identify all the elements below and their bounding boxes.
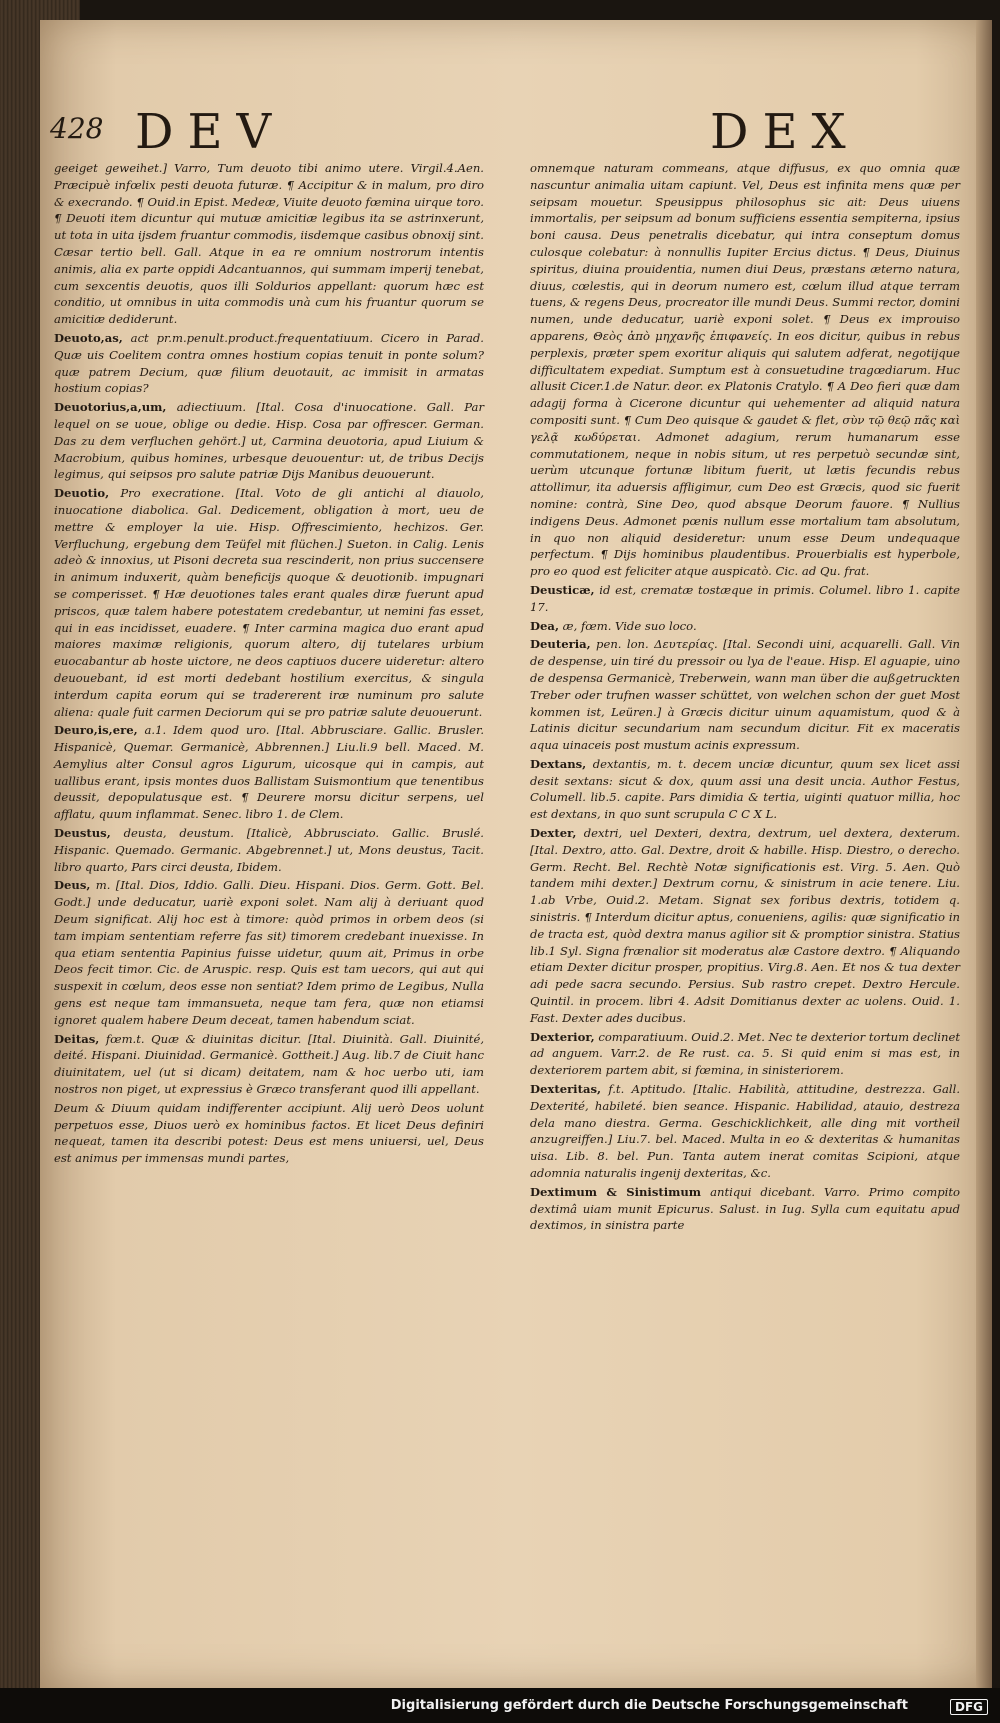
entry-text: deusta, deustum. [Italicè, Abbrusciato. Gallic. Bruslé. Hispanic. Quemado. Germanic. Abgebrennet.] ut, Mons deustus, Tacit. libro quarto, Pars circi deusta, Ibidem.	[54, 826, 484, 874]
entry-lemma: Dexter,	[530, 826, 577, 841]
entry-lemma: Deuro,is,ere,	[54, 723, 138, 738]
entry-lemma: Deus,	[54, 878, 91, 893]
dictionary-entry	[530, 1184, 960, 1234]
entry-lemma: Deuotorius,a,um,	[54, 400, 167, 415]
dictionary-entry	[530, 618, 960, 635]
right-column	[530, 160, 960, 1236]
entry-text: omnemque naturam commeans, atque diffusus, ex quo omnia quæ nascuntur animalia uitam capiunt. Vel, Deus est infinita mens quæ per seipsam mouetur. Speusippus philosophus sic ait: Deus uiuens immortalis, per seipsum ad bonum sufficiens essentia sempiterna, ipsius boni causa. Deus penetralis dicebatur, qui intra conseptum domus culosque colebatur: à nonnullis Iupiter Ercius dictus. ¶ Deus, Diuinus spiritus, diuina prouidentia, numen diui Deus, præstans æterno natura, diuus, cœlestis, qui in deorum numero est, cœlum illud atque terram tuens, & regens Deus, procreator ille mundi Deus. Summi rector, domini numen, unde deducatur, uariè exponi solet. ¶ Deus ex improuiso apparens, Θεὸς ἀπὸ μηχανῆς ἐπιφανείς. In eos dicitur, quibus in rebus perplexis, præter spem exoritur aliquis qui salutem adferat, negotijque difficultatem expediat. Sumptum est à consuetudine tragœdiarum. Huc allusit Cicer.1.de Natur. deor. ex Platonis Cratylo. ¶ A Deo fieri quæ dam adagij forma à Cicerone dicuntur qui uehementer ad aliquid natura compositi sunt. ¶ Cum Deo quisque & gaudet & flet, σὺν τῷ θεῷ πᾶς καὶ γελᾷ κωδύρεται. Admonet adagium, rerum humanarum esse commutationem, neque in nobis situm, ut res perpetuò secundæ sint, uerùm utcunque fortunæ libitum fuerit, ut lætis fecundis rebus attollimur, ita aduersis affligimur, cum Deo est Græcis, quod sic fuerit nomine: contrà, Sine Deo, quod absque Deorum fauore. ¶ Nullius indigens Deus. Admonet pœnis nullum esse mortalium tam absolutum, in quo non aliquid desideretur: unum esse Deum undequaque perfectum. ¶ Dijs hominibus plaudentibus. Prouerbialis est hyperbole, pro eo quod est feliciter atque auspicatò. Cic. ad Qu. frat.	[530, 161, 960, 579]
dictionary-entry	[54, 160, 484, 328]
page-number: 428	[50, 112, 104, 145]
entry-lemma: Dextimum & Sinistimum	[530, 1184, 702, 1199]
dfg-logo: DFG	[950, 1699, 988, 1715]
entry-lemma: Dextans,	[530, 756, 587, 771]
entry-lemma: Deuoto,as,	[54, 330, 123, 345]
dictionary-entry	[530, 1029, 960, 1079]
entry-lemma: Deitas,	[54, 1031, 100, 1046]
entry-text: æ, fœm. Vide suo loco.	[562, 618, 697, 633]
entry-text: act pr.m.penult.product.frequentatiuum. Cicero in Parad. Quæ uis Coelitem contra omnes hostium copias tenuit in ponte solum? quæ patrem Decium, quæ filium deuotauit, ac immisit in armatas hostium copias?	[54, 330, 484, 396]
page-edge-shadow	[976, 20, 992, 1688]
dictionary-entry	[530, 582, 960, 616]
dictionary-entry	[530, 825, 960, 1027]
entry-text: id est, crematæ tostæque in primis. Columel. libro 1. capite 17.	[530, 582, 961, 614]
dictionary-entry	[54, 825, 484, 875]
entry-text: m. [Ital. Dios, Iddio. Galli. Dieu. Hispani. Dios. Germ. Gott. Bel. Godt.] unde deducatur, uariè exponi solet. Nam alij à deriuant quod Deum significat. Alij hoc est à timore: quòd primos in orbem deos (si tam impiam sententiam referre fas sit) timorem credebant inuexisse. In qua etiam sententia Papinius fuisse uidetur, quum ait, Primus in orbe Deos fecit timor. Cic. de Aruspic. resp. Quis est tam uecors, qui aut qui suspexit in cœlum, deos esse non sentiat? Idem primo de Legibus, Nulla gens est neque tam immansueta, neque tam fera, quæ non etiamsi ignoret qualem habere Deum deceat, tamen habendum sciat.	[54, 878, 484, 1027]
entry-text: antiqui dicebant. Varro. Primo compito dextimâ uiam munit Epicurus. Salust. in Iug. Sylla cum equitatu apud dextimos, in sinistra parte	[530, 1184, 961, 1233]
entry-text: adiectiuum. [Ital. Cosa d'inuocatione. Gall. Par lequel on se uoue, oblige ou dedie. Hisp. Cosa par offrescer. German. Das zu dem verfluchen gehört.] ut, Carmina deuotoria, apud Liuium & Macrobium, quibus homines, urbesque deuouentur: ut, de tribus Decijs legimus, qui seipsos pro salute patriæ Dijs Manibus deuouerunt.	[54, 400, 484, 482]
entry-text: fœm.t. Quæ & diuinitas dicitur. [Ital. Diuinità. Gall. Diuinité, deité. Hispani. Diuinidad. Germanicè. Gottheit.] Aug. lib.7 de Ciuit hanc diuinitatem, uel (ut si dicam) deitatem, nam & hoc uerbo uti, iam nostros non piget, ut expressius è Græco transferant quod illi appellant.	[54, 1031, 485, 1097]
dictionary-entry	[54, 1031, 484, 1098]
dictionary-entry	[54, 330, 484, 397]
entry-lemma: Dexteritas,	[530, 1082, 602, 1097]
dictionary-entry	[54, 722, 484, 823]
entry-text: a.1. Idem quod uro. [Ital. Abbrusciare. Gallic. Brusler. Hispanicè, Quemar. Germanicè, Abbrennen.] Liu.li.9 bell. Maced. M. Aemylius alter Consul agros Ligurum, uicosque qui in campis, aut uallibus erant, ipsis montes duos Ballistam Suismontium que tenentibus deussit, depopulatusque est. ¶ Deurere morsu dicitur serpens, uel afflatu, quum inflammat. Senec. libro 1. de Clem.	[54, 723, 484, 822]
dictionary-entry	[530, 1081, 960, 1182]
dictionary-entry	[530, 636, 960, 754]
dictionary-entry	[54, 399, 484, 483]
left-column	[54, 160, 484, 1169]
entry-text: pen. lon. Δευτερίας. [Ital. Secondi uini, acquarelli. Gall. Vin de despense, uin tiré du pressoir ou lya de l'eaue. Hisp. El aguapie, uino de despensa Germanicè, Treberwein, wann man über die außgetruckten Treber oder trufnen wasser schüttet, von welchen schon der guet Most kommen ist, Leüren.] à Græcis dicitur uinum aquamistum, quod & à Latinis dicitur secundarium nam secundum dicitur. Fit ex maceratis aqua uinaceis post mustum acinis expressum.	[530, 637, 961, 753]
running-head-right: DEX	[710, 104, 860, 160]
entry-text: Pro execratione. [Ital. Voto de gli antichi al diauolo, inuocatione diabolica. Gal. Dedicement, obligation à mort, ueu de mettre & employer la uie. Hisp. Offrescimiento, hechizos. Ger. Verfluchung, ergebung dem Teüfel mit flüchen.] Sueton. in Calig. Lenis adeò & innoxius, ut Pisoni decreta sua rescinderit, non prius succensere in animum induxerit, quàm beneficijs quoque & deuotionib. impugnari se comperisset. ¶ Hæ deuotiones tales erant quales diræ fuerunt apud priscos, quæ talem habere potestatem credebantur, ut nemini fas esset, qui in eas incidisset, euadere. ¶ Inter carmina magica duo erant apud maiores maximæ religionis, quorum altero, dij tutelares urbium euocabantur ab hoste uictore, ne deos captiuos ducere uideretur: altero deuouebant, id est morti dedebant hostilium exercitus, & singula interdum capita eorum qui se tradererent iræ numinum pro salute aliena: quale fuit carmen Deciorum qui se pro patriæ salute deuouerunt.	[54, 486, 484, 719]
funding-credit: Digitalisierung gefördert durch die Deutsche Forschungsgemeinschaft	[390, 1698, 908, 1713]
entry-text: Deum & Diuum quidam indifferenter accipiunt. Alij uerò Deos uolunt perpetuos esse, Diuos uerò ex hominibus factos. Et licet Deus definiri nequeat, tamen ita describi potest: Deus est mens uniuersi, uel, Deus est animus per immensas mundi partes,	[54, 1100, 484, 1166]
entry-lemma: Deuteria,	[530, 637, 591, 652]
dictionary-entry	[530, 756, 960, 823]
entry-lemma: Dexterior,	[530, 1029, 595, 1044]
entry-lemma: Deustus,	[54, 826, 111, 841]
dictionary-entry	[54, 485, 484, 720]
dictionary-entry	[54, 1100, 484, 1167]
entry-text: dextri, uel Dexteri, dextra, dextrum, uel dextera, dexterum. [Ital. Dextro, atto. Gal. Dextre, droit & habille. Hisp. Diestro, o derecho. Germ. Recht. Bel. Rechtè Notæ significationis est. Virg. 5. Aen. Quò tandem mihi dexter.] Dextrum cornu, & sinistrum in acie tenere. Liu. 1.ab Vrbe, Ouid.2. Metam. Signat sex foribus dextris, totidem q. sinistris. ¶ Interdum dicitur aptus, conueniens, agilis: quæ significatio in de tracta est, quòd dextra manus agilior sit & promptior sinistra. Statius lib.1 Syl. Signa frænalior sit moderatus alæ Castore dextro. ¶ Aliquando etiam Dexter dicitur prosper, propitius. Virg.8. Aen. Et nos & tua dexter adi pede sacra secundo. Persius. Sub rastro crepet. Dextro Hercule. Quintil. in procem. libri 4. Adsit Domitianus dexter ac uolens. Ouid. 1. Fast. Dexter ades ducibus.	[530, 826, 961, 1025]
entry-text: dextantis, m. t. decem unciæ dicuntur, quum sex licet assi desit sextans: sicut & dox, quum assi una desit uncia. Author Festus, Columell. lib.5. capite. Pars dimidia & tertia, uiginti quatuor millia, hoc est dextans, in quo sunt scrupula C C X L.	[530, 756, 960, 822]
book-page	[40, 20, 992, 1688]
entry-text: geeiget geweihet.] Varro, Tum deuoto tibi animo utere. Virgil.4.Aen. Præcipuè infœlix pesti deuota futuræ. ¶ Accipitur & in malum, pro diro & execrando. ¶ Ouid.in Epist. Medeæ, Viuite deuoto fœmina uirque toro. ¶ Deuoti item dicuntur qui mutuæ amicitiæ legibus ita se astrinxerunt, ut tota in uita ijsdem fruantur commodis, iisdemque casibus obnoxij sint. Cæsar tertio bell. Gall. Atque in ea re omnium nostrorum intentis animis, alia ex parte oppidi Adcantuannos, qui summam imperij tenebat, cum sexcentis deuotis, quos illi Soldurios appellant: quorum hæc est conditio, ut omnibus in uita commodis unà cum his fruantur quorum se amicitiæ dediderunt.	[54, 161, 484, 327]
footer-strip	[0, 1688, 1000, 1723]
running-head-left: DEV	[135, 104, 286, 160]
dictionary-entry	[530, 160, 960, 580]
entry-lemma: Dea,	[530, 618, 559, 633]
entry-text: comparatiuum. Ouid.2. Met. Nec te dexterior tortum declinet ad anguem. Varr.2. de Re rust. ca. 5. Si quid enim si mas est, in dexteriorem partem abit, si fœmina, in sinisteriorem.	[530, 1029, 960, 1078]
entry-lemma: Deuotio,	[54, 486, 110, 501]
dictionary-entry	[54, 877, 484, 1028]
entry-text: f.t. Aptitudo. [Italic. Habilità, attitudine, destrezza. Gall. Dexterité, habileté. bien seance. Hispanic. Habilidad, atauio, destreza dela mano diestra. Germa. Geschicklichkeit, alle ding mit vortheil anzugreiffen.] Liu.7. bel. Maced. Multa in eo & dexteritas & humanitas uisa. Lib. 8. bel. Pun. Tanta autem inerat comitas Scipioni, atque adomnia naturalis ingenij dexteritas, &c.	[530, 1082, 961, 1181]
entry-lemma: Deusticæ,	[530, 582, 595, 597]
